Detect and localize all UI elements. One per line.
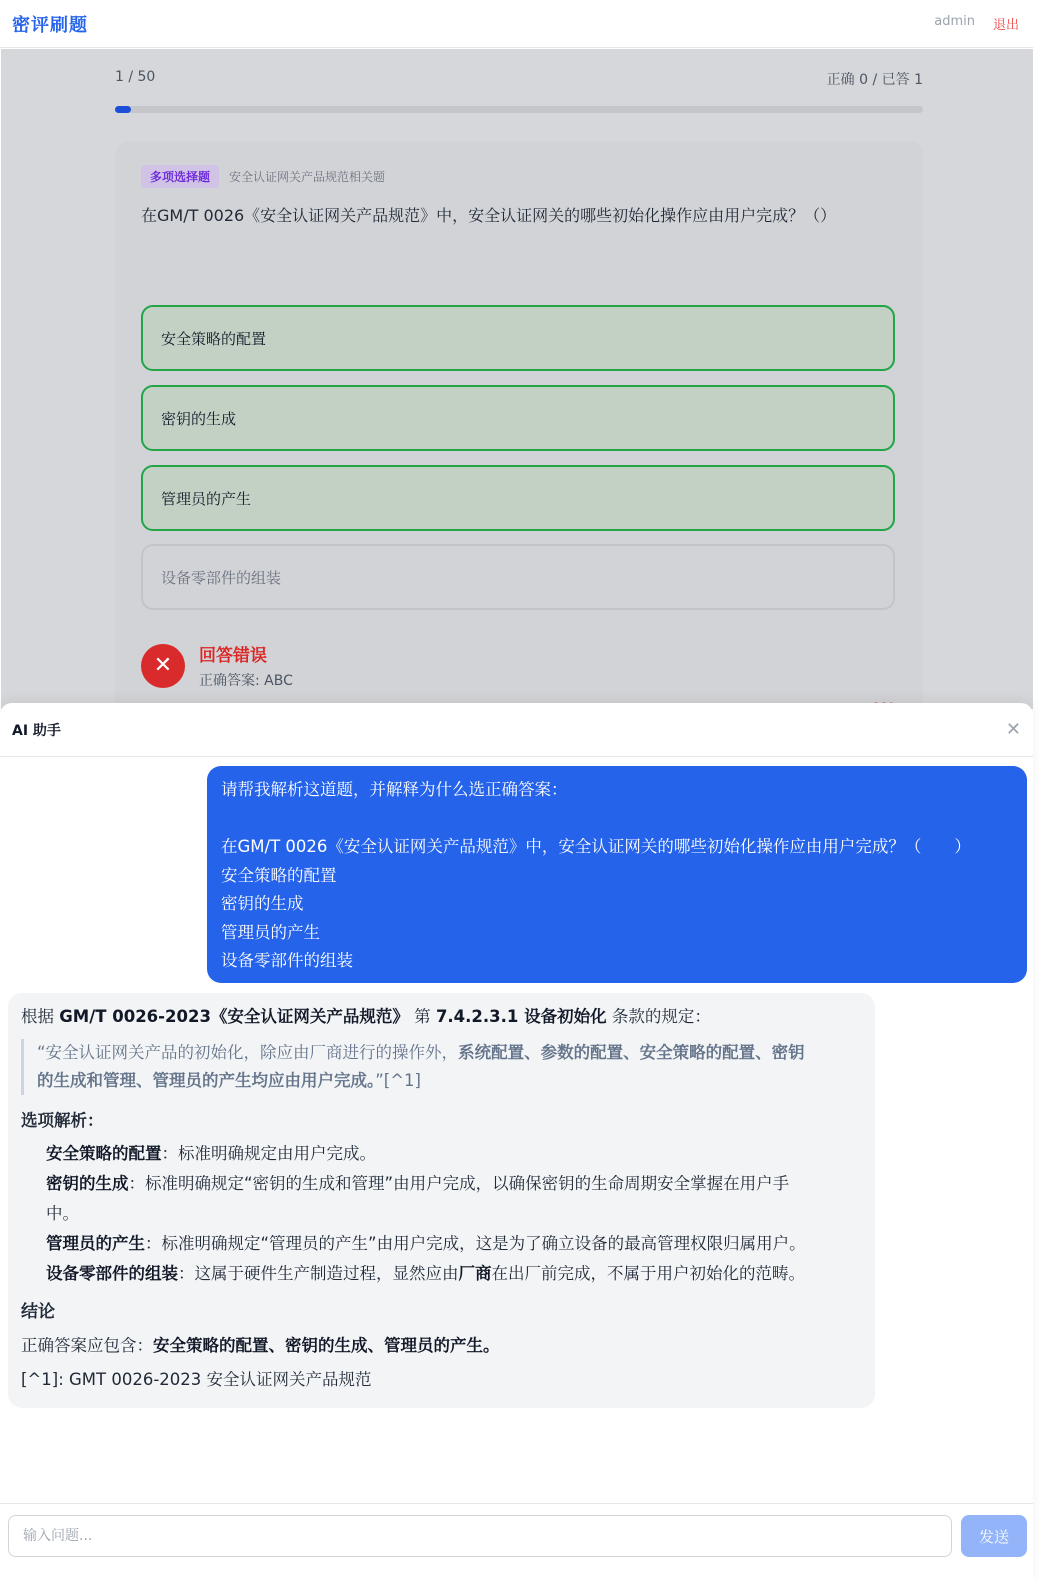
intro-line (21, 1003, 862, 1027)
user-message-line: 在GM/T 0026《安全认证网关产品规范》中，安全认证网关的哪些初始化操作应由用户完成？（ ） (221, 837, 971, 856)
ai-panel-title: AI 助手 (12, 722, 61, 739)
analysis-item (46, 1139, 862, 1169)
item-title: 设备零部件的组装 (46, 1264, 178, 1283)
analysis-item (46, 1169, 862, 1199)
user-message-line: 设备零部件的组装 (221, 951, 353, 970)
progress-bar (115, 106, 923, 113)
quote-block (21, 1039, 862, 1095)
item-text: ：这属于硬件生产制造过程，显然应由 (178, 1264, 459, 1283)
username: admin (934, 14, 975, 29)
user-message-line: 密钥的生成 (221, 894, 304, 913)
close-icon[interactable]: ✕ (1005, 719, 1021, 740)
text: 正确答案应包含： (21, 1336, 153, 1355)
item-text: ：标准明确规定由用户完成。 (161, 1144, 376, 1163)
send-button[interactable]: 发送 (961, 1515, 1027, 1557)
footnote: [^1]: GMT 0026-2023 安全认证网关产品规范 (21, 1370, 372, 1389)
progress-row (115, 69, 923, 89)
text: 第 (408, 1007, 436, 1026)
analysis-item (46, 1229, 862, 1259)
analysis-item (46, 1259, 862, 1289)
wrong-icon: ✕ (141, 644, 185, 688)
conclusion-title: 结论 (21, 1302, 55, 1322)
option-b[interactable] (141, 385, 895, 451)
ai-panel-header (0, 703, 1033, 757)
logout-link[interactable]: 退出 (992, 18, 1019, 33)
quote-text: “安全认证网关产品的初始化，除应由厂商进行的操作外， (37, 1043, 459, 1062)
conclusion-answer: 安全策略的配置、密钥的生成、管理员的产生。 (153, 1336, 500, 1355)
clause-name: 7.4.2.3.1 设备初始化 (435, 1007, 607, 1026)
option-d[interactable] (141, 544, 895, 610)
progress-bar-fill (115, 106, 131, 113)
conclusion-line (21, 1332, 862, 1356)
user-message-line: 请帮我解析这道题，并解释为什么选正确答案： (221, 780, 568, 799)
question-category: 安全认证网关产品规范相关题 (229, 170, 386, 184)
user-message-line: 管理员的产生 (221, 922, 320, 942)
option-label: 密钥的生成 (161, 409, 237, 428)
item-text: ：标准明确规定“密钥的生成和管理”由用户完成，以确保密钥的生命周期安全掌握在用户手 (128, 1174, 790, 1193)
options-title: 选项解析： (21, 1111, 104, 1130)
correct-answer: 正确答案: ABC (199, 673, 293, 689)
chat-input[interactable] (8, 1515, 952, 1557)
option-label: 安全策略的配置 (161, 329, 267, 348)
quiz-area (1, 49, 1033, 709)
question-card (115, 141, 923, 721)
tag-row (141, 165, 385, 188)
user-message-line: 安全策略的配置 (221, 865, 337, 885)
item-text: 中。 (46, 1204, 79, 1223)
option-label: 设备零部件的组装 (161, 568, 282, 587)
item-title: 管理员的产生 (46, 1234, 145, 1253)
item-text: ：标准明确规定“管理员的产生”由用户完成，这是为了确立设备的最高管理权限归属用户。 (145, 1234, 806, 1253)
quote-text: ”[^1] (375, 1071, 421, 1090)
result-title: 回答错误 (199, 646, 267, 666)
answer-result (141, 641, 293, 690)
text: 根据 (21, 1007, 60, 1026)
option-c[interactable] (141, 465, 895, 531)
user-message (207, 766, 1027, 983)
analysis-item-cont (46, 1199, 862, 1229)
ai-assistant-panel (0, 703, 1033, 1583)
chat-input-bar (0, 1503, 1033, 1583)
item-title: 安全策略的配置 (46, 1144, 162, 1163)
assistant-message (8, 993, 875, 1408)
header-actions (934, 14, 1019, 33)
score-counter: 正确 0 / 已答 1 (826, 72, 923, 88)
question-text: 在GM/T 0026《安全认证网关产品规范》中，安全认证网关的哪些初始化操作应由用户完成？（） (141, 206, 837, 225)
quote-bold: 的生成和管理、管理员的产生均应由用户完成。 (37, 1071, 376, 1090)
standard-name: GM/T 0026-2023《安全认证网关产品规范》 (59, 1007, 409, 1026)
app-logo[interactable]: 密评刷题 (12, 14, 88, 36)
item-bold: 厂商 (458, 1264, 492, 1283)
option-label: 管理员的产生 (161, 489, 252, 508)
option-a[interactable] (141, 305, 895, 371)
item-text: 在出厂前完成，不属于用户初始化的范畴。 (491, 1264, 805, 1283)
item-title: 密钥的生成 (46, 1174, 129, 1193)
option-analysis-list (21, 1139, 862, 1289)
question-counter: 1 / 50 (115, 69, 156, 85)
top-nav (0, 0, 1033, 48)
question-type-tag: 多项选择题 (141, 165, 219, 188)
quote-bold: 系统配置、参数的配置、安全策略的配置、密钥 (458, 1043, 805, 1062)
text: 条款的规定： (606, 1007, 711, 1026)
